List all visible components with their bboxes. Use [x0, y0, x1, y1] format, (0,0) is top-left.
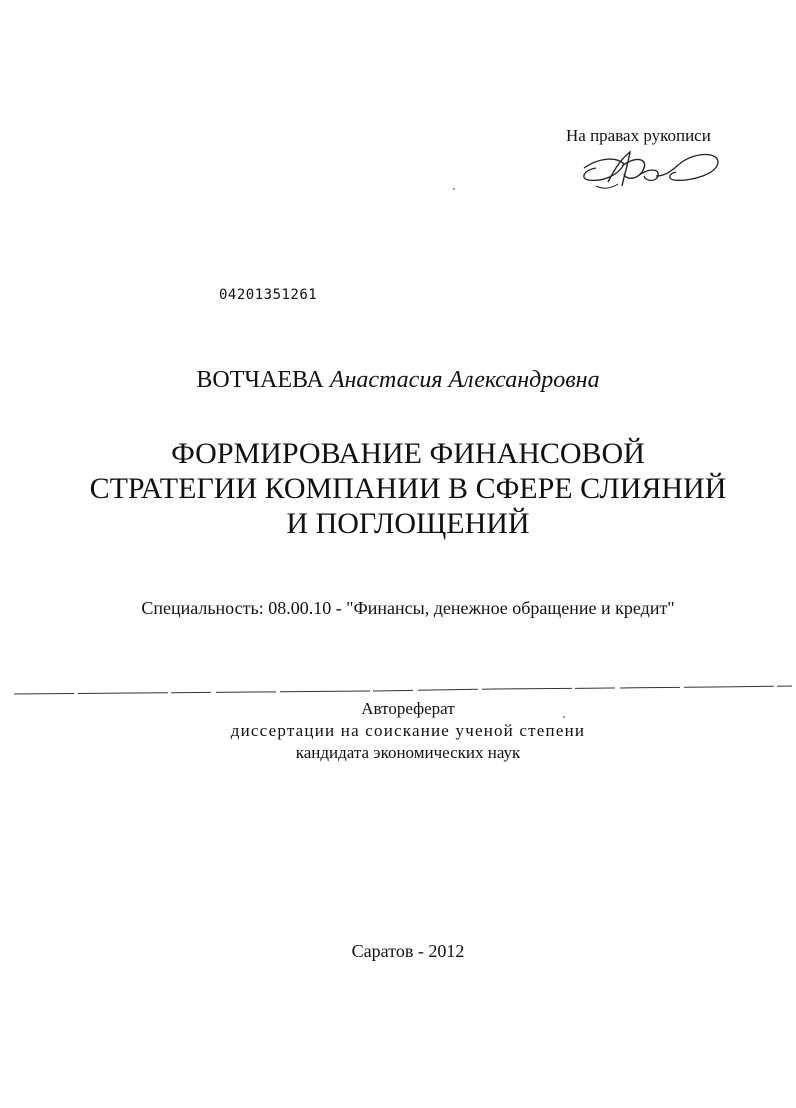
title-line: ФОРМИРОВАНИЕ ФИНАНСОВОЙ: [171, 437, 645, 470]
abstract-purpose: диссертации на соискание ученой степени: [230, 721, 586, 740]
specialty-line: Специальность: 08.00.10 - "Финансы, денежное обращение и кредит": [141, 598, 675, 618]
place-and-year: Саратов - 2012: [351, 941, 465, 961]
abstract-degree: кандидата экономических наук: [295, 743, 521, 762]
author-name: [0, 367, 796, 394]
abstract-type: Автореферат: [361, 699, 455, 718]
title-line: СТРАТЕГИИ КОМПАНИИ В СФЕРЕ СЛИЯНИЙ: [89, 472, 727, 505]
abstract-block: [0, 698, 796, 764]
barcode-number: 04201351261: [219, 287, 318, 303]
author-signature: [578, 146, 728, 196]
author-given-names: Анастасия Александровна: [329, 367, 600, 393]
rights-notice: На правах рукописи: [566, 126, 711, 145]
horizontal-rule: [14, 683, 792, 697]
author-surname: ВОТЧАЕВА: [196, 367, 324, 393]
title-line: И ПОГЛОЩЕНИЙ: [286, 507, 530, 540]
dissertation-title: [0, 436, 796, 541]
scan-speck: [453, 188, 455, 190]
